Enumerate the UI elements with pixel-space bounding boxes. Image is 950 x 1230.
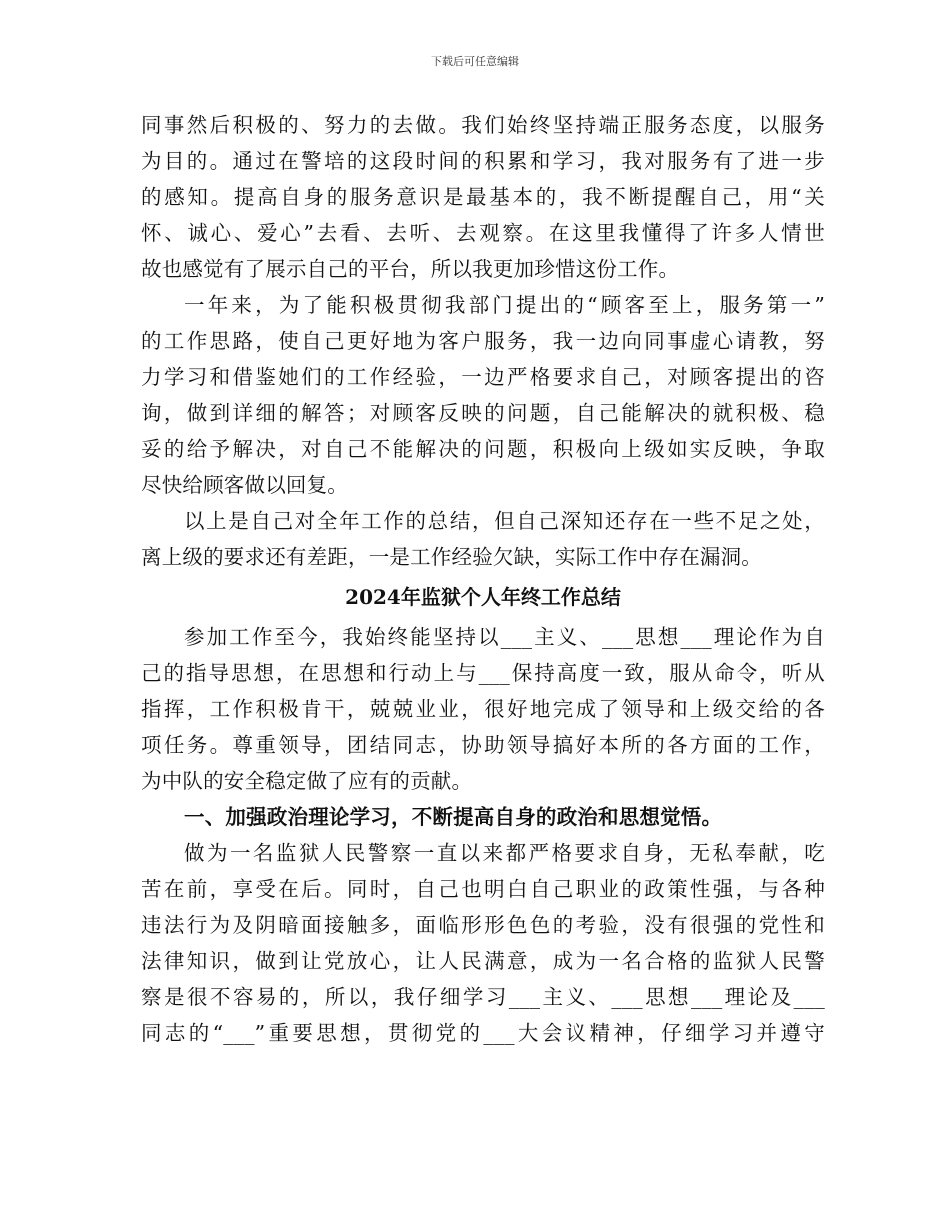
text-line: 参加工作至今，我始终能坚持以___主义、___思想___理论作为自 <box>184 625 825 649</box>
document-body <box>141 107 825 1051</box>
text-line: 以上是自己对全年工作的总结，但自己深知还存在一些不足之处， <box>184 509 825 533</box>
paragraph-2 <box>141 287 825 503</box>
text-line: 法律知识，做到让党放心，让人民满意，成为一名合格的监狱人民警 <box>141 949 825 973</box>
text-line: 离上级的要求还有差距，一是工作经验欠缺，实际工作中存在漏洞。 <box>141 545 762 569</box>
page-header: 下载后可任意编辑 <box>431 55 519 68</box>
text-line: 做为一名监狱人民警察一直以来都严格要求自身，无私奉献，吃 <box>184 841 825 865</box>
text-line: 察是很不容易的，所以，我仔细学习___主义、___思想___理论及___ <box>141 985 825 1009</box>
paragraph-5 <box>141 835 825 1051</box>
text-line: 己的指导思想，在思想和行动上与___保持高度一致，服从命令，听从 <box>141 661 825 685</box>
text-line: 违法行为及阴暗面接触多，面临形形色色的考验，没有很强的党性和 <box>141 913 825 937</box>
text-line: 苦在前，享受在后。同时，自己也明白自己职业的政策性强，与各种 <box>141 877 825 901</box>
text-line: 尽快给顾客做以回复。 <box>141 473 348 497</box>
paragraph-3 <box>141 503 825 575</box>
text-line: 为中队的安全稳定做了应有的贡献。 <box>141 769 473 793</box>
document-title: 2024年监狱个人年终工作总结 <box>345 585 621 609</box>
section-heading: 一、加强政治理论学习，不断提高自身的政治和思想觉悟。 <box>184 805 723 829</box>
paragraph-1 <box>141 107 825 287</box>
text-line: 妥的给予解决，对自己不能解决的问题，积极向上级如实反映，争取 <box>141 437 825 461</box>
text-line: 的感知。提高自身的服务意识是最基本的，我不断提醒自己，用“关 <box>141 185 825 209</box>
text-line: 询，做到详细的解答；对顾客反映的问题，自己能解决的就积极、稳 <box>141 401 825 425</box>
text-line: 故也感觉有了展示自己的平台，所以我更加珍惜这份工作。 <box>141 257 680 281</box>
text-line: 项任务。尊重领导，团结同志，协助领导搞好本所的各方面的工作， <box>141 733 825 757</box>
text-line: 一年来，为了能积极贯彻我部门提出的“顾客至上，服务第一” <box>184 293 825 317</box>
text-line: 同志的“___”重要思想，贯彻党的___大会议精神，仔细学习并遵守 <box>141 1021 825 1045</box>
text-line: 为目的。通过在警培的这段时间的积累和学习，我对服务有了进一步 <box>141 149 825 173</box>
text-line: 怀、诚心、爱心”去看、去听、去观察。在这里我懂得了许多人情世 <box>141 221 825 245</box>
paragraph-4 <box>141 619 825 799</box>
text-line: 同事然后积极的、努力的去做。我们始终坚持端正服务态度，以服务 <box>141 113 825 137</box>
text-line: 力学习和借鉴她们的工作经验，一边严格要求自己，对顾客提出的咨 <box>141 365 825 389</box>
text-line: 指挥，工作积极肯干，兢兢业业，很好地完成了领导和上级交给的各 <box>141 697 825 721</box>
text-line: 的工作思路，使自己更好地为客户服务，我一边向同事虚心请教，努 <box>141 329 825 353</box>
